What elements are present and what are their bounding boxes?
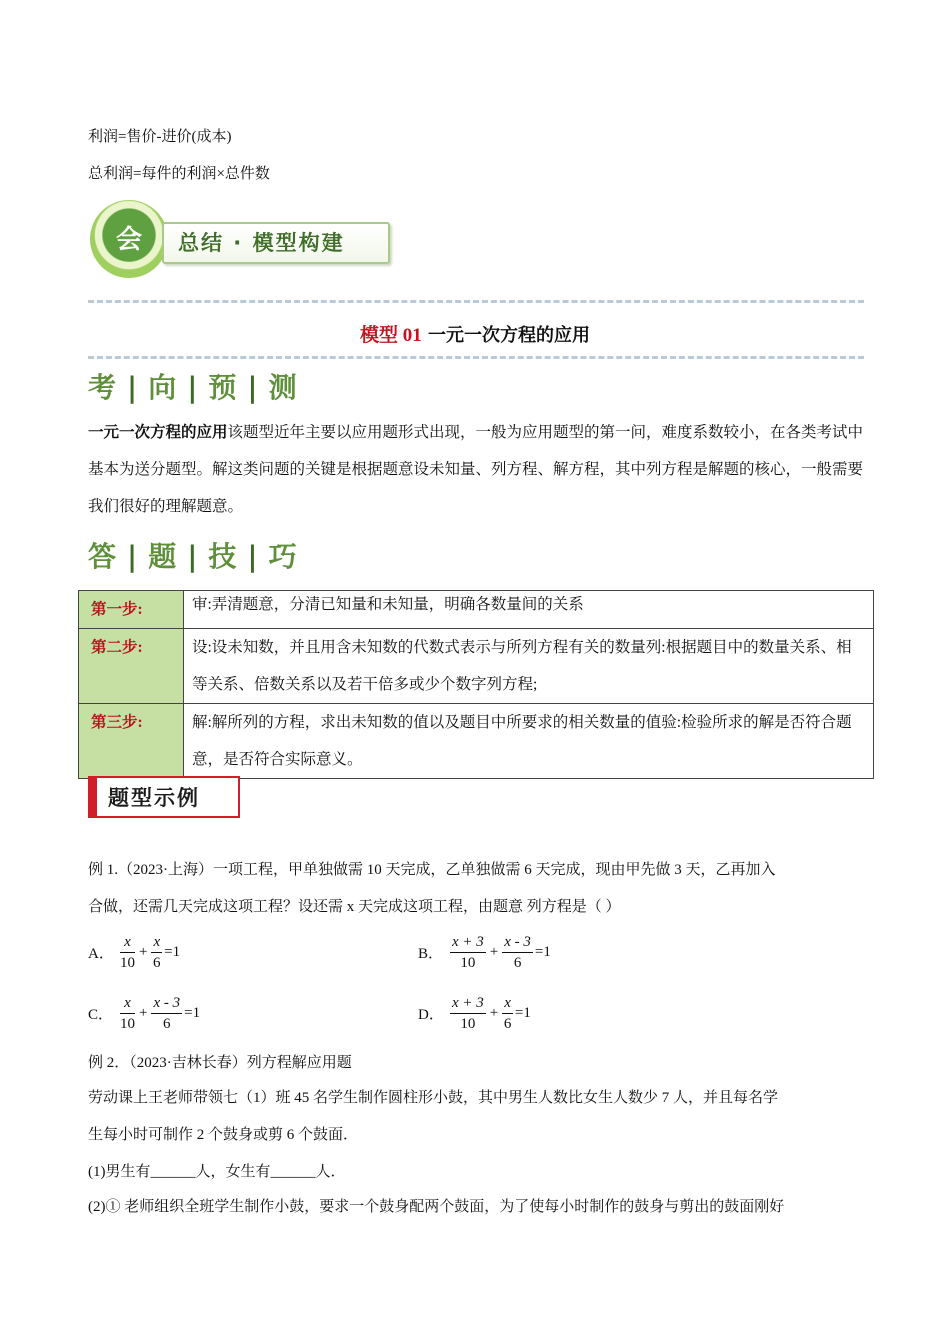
fraction [502,932,533,973]
numerator: x [120,932,135,953]
example2-title: 例 2．（2023·吉林长春）列方程解应用题 [88,1055,352,1071]
option-b[interactable] [418,932,551,973]
forecast-lead: 一元一次方程的应用 [88,424,228,441]
option-label: D． [418,1007,444,1023]
forecast-paragraph [88,414,864,525]
option-a[interactable] [88,932,180,973]
equals-one: =1 [164,944,181,960]
denominator: 6 [503,1016,512,1032]
summary-badge [90,200,380,280]
numerator: x [120,993,135,1014]
formula-profit: 利润=售价-进价(成本) [88,129,232,145]
examples-tag-bar [90,778,97,816]
denominator: 6 [513,955,522,971]
skills-heading: 答 | 题 | 技 | 巧 [88,540,298,573]
skills-heading-char: 技 [208,540,238,573]
step-label: 第二步: [79,629,184,704]
steps-table [78,590,874,779]
fraction [120,993,135,1034]
step-label: 第三步: [79,704,184,779]
step-row [79,591,874,629]
examples-tag-label: 题型示例 [108,786,200,810]
example2-q2: (2)① 老师组织全班学生制作小鼓，要求一个鼓身配两个鼓面，为了使每小时制作的鼓身与剪出的鼓面刚好 [88,1199,785,1215]
forecast-heading-char: 考 [88,371,118,404]
example2-q1: (1)男生有______人，女生有______人． [88,1164,346,1180]
step-row [79,704,874,779]
skills-heading-char: 题 [148,540,178,573]
plus-sign: + [139,944,148,960]
forecast-heading: 考 | 向 | 预 | 测 [88,371,298,404]
equals-one: =1 [184,1005,201,1021]
denominator: 6 [153,955,161,971]
step-row [79,629,874,704]
step-label: 第一步: [79,591,184,629]
example2-line2: 生每小时可制作 2 个鼓身或剪 6 个鼓面． [88,1127,359,1143]
plus-sign: + [489,944,499,960]
forecast-heading-char: 测 [268,371,298,404]
fraction [151,932,162,973]
example1-line1: 例 1.（2023·上海）一项工程，甲单独做需 10 天完成，乙单独做需 6 天完成，现由甲先做 3 天，乙再加入 [88,862,776,878]
plus-sign: + [489,1005,499,1021]
denominator: 10 [460,1016,476,1032]
step-text: 解:解所列的方程，求出未知数的值以及题目中所要求的相关数量的值验:检验所求的解是否符合题意，是否符合实际意义。 [184,704,874,779]
denominator: 6 [163,1016,171,1032]
equals-one: =1 [514,1005,531,1021]
denominator: 10 [120,955,135,971]
formula-total-profit: 总利润=每件的利润×总件数 [88,166,270,182]
option-label: A． [88,946,114,962]
equals-one: =1 [534,944,551,960]
option-d[interactable] [418,993,531,1034]
plus-sign: + [139,1005,148,1021]
skills-heading-char: 答 [88,540,118,573]
model-title [0,320,950,347]
denominator: 10 [460,955,476,971]
skills-heading-char: 巧 [268,540,298,573]
divider-top [88,300,864,303]
badge-circle-char: 会 [115,224,142,255]
fraction [450,932,486,973]
option-label: B． [418,946,444,962]
numerator: x [151,932,162,953]
option-label: C． [88,1007,114,1023]
numerator: x [502,993,513,1014]
forecast-heading-char: 向 [148,371,178,404]
examples-tag [88,776,240,818]
model-title-rest: 一元一次方程的应用 [421,325,591,346]
model-title-prefix: 模型 01 [359,325,422,346]
step-text: 设:设未知数，并且用含未知数的代数式表示与所列方程有关的数量列:根据题目中的数量关系、相等关系、倍数关系以及若干倍多或少个数字列方程; [184,629,874,704]
fraction [502,993,513,1034]
fraction [151,993,182,1034]
badge-ribbon: 总结 · 模型构建 [162,222,390,264]
numerator: x + 3 [450,993,486,1014]
forecast-text: 该题型近年主要以应用题形式出现，一般为应用题型的第一问，难度系数较小，在各类考试中基本为送分题型。解这类问题的关键是根据题意设未知量、列方程、解方程，其中列方程是解题的核心，一般需要我们很好的理解题意。 [88,424,864,515]
numerator: x - 3 [151,993,182,1014]
example2-line1: 劳动课上王老师带领七（1）班 45 名学生制作圆柱形小鼓，其中男生人数比女生人数少 7 人，并且每名学 [88,1090,779,1106]
fraction [450,993,486,1034]
badge-circle [90,200,168,278]
option-c[interactable] [88,993,200,1034]
numerator: x + 3 [450,932,486,953]
forecast-heading-char: 预 [208,371,238,404]
numerator: x - 3 [502,932,533,953]
divider-bottom [88,356,864,359]
fraction [120,932,135,973]
example1-line2: 合做，还需几天完成这项工程？设还需 x 天完成这项工程，由题意 列方程是（ ） [88,899,621,915]
step-text: 审:弄清题意，分清已知量和未知量，明确各数量间的关系 [184,591,874,629]
denominator: 10 [120,1016,135,1032]
